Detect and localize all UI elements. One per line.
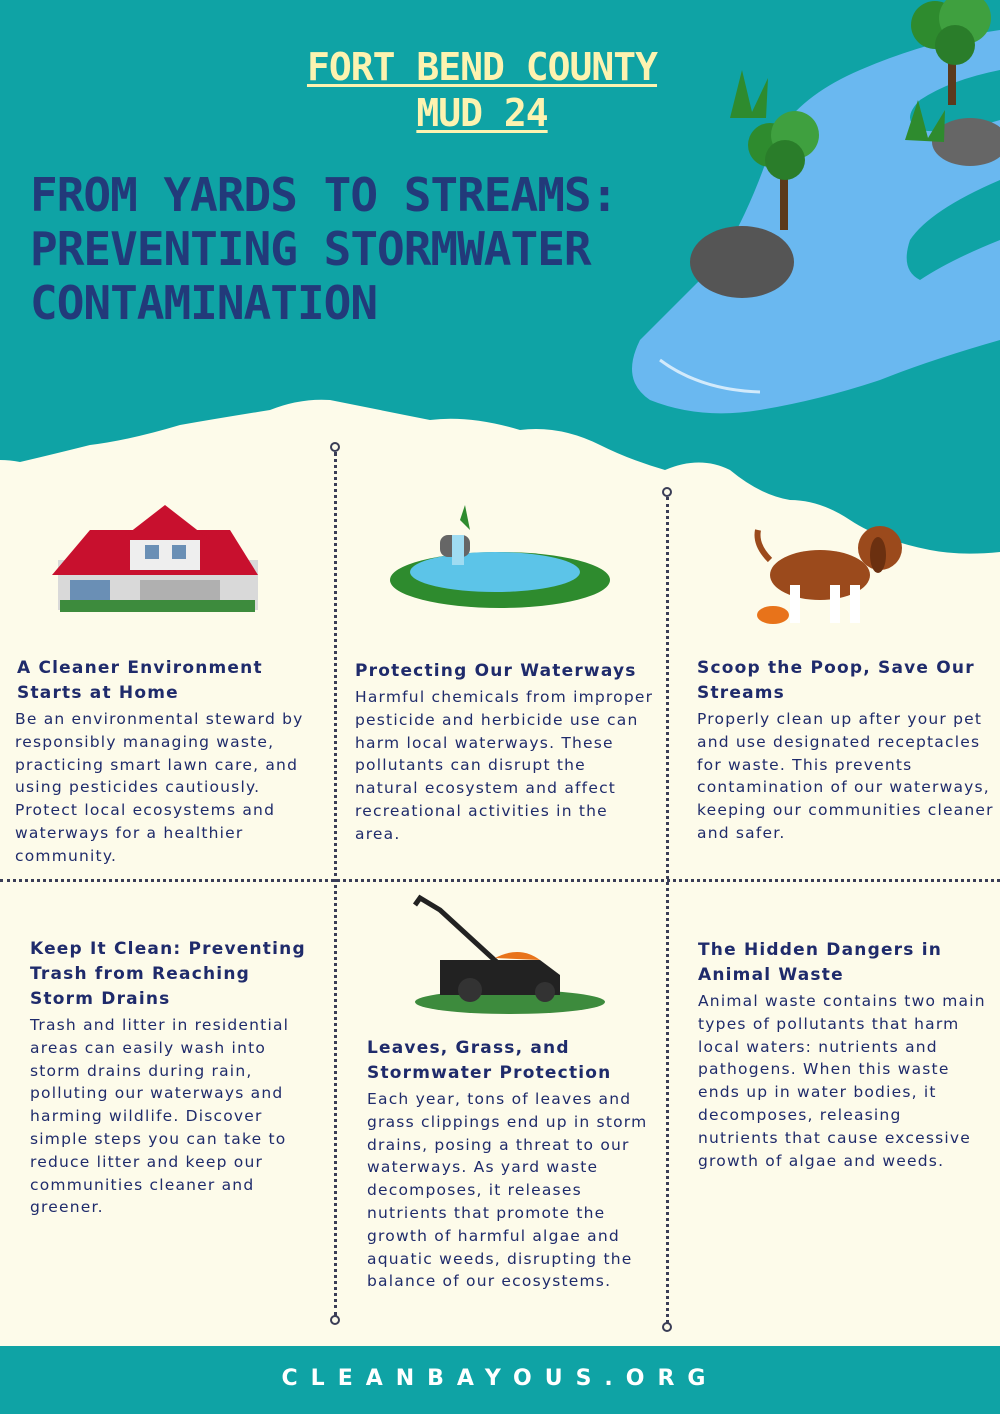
house-icon	[52, 505, 258, 612]
section-card-waterways	[355, 659, 655, 846]
section-title: Keep It Clean: Preventing Trash from Reaching Storm Drains	[30, 939, 306, 1009]
page-title	[30, 168, 670, 330]
section-body: Be an environmental steward by responsibly managing waste, practicing smart lawn care, and using pesticides cautiously. Protect local ecosystems and waterways for a healthier community.	[15, 710, 304, 865]
section-card-leaves	[367, 1036, 652, 1293]
vertical-divider	[334, 452, 337, 1316]
section-card-trash	[30, 937, 320, 1219]
page-title-line-2: PREVENTING STORMWATER	[30, 222, 591, 276]
page-title-line-1: FROM YARDS TO STREAMS:	[30, 168, 618, 222]
pond-icon	[390, 505, 610, 608]
page-title-line-3: CONTAMINATION	[30, 276, 378, 330]
footer-bar	[0, 1346, 1000, 1414]
vertical-divider	[666, 497, 669, 1323]
dog-icon	[757, 526, 902, 624]
section-body: Trash and litter in residential areas can easily wash into storm drains during rain, polluting our waterways and harming wildlife. Discover simple steps you can take to reduce litter and keep our communities cleaner and greener.	[30, 1016, 290, 1217]
section-body: Harmful chemicals from improper pesticide and herbicide use can harm local waterways. These pollutants can disrupt the natural ecosystem and affect recreational activities in the area.	[355, 688, 654, 843]
divider-cap	[330, 1315, 340, 1325]
divider-cap	[662, 487, 672, 497]
lawn-mower-icon	[415, 898, 605, 1014]
section-title: The Hidden Dangers in Animal Waste	[698, 940, 943, 985]
section-title: Scoop the Poop, Save Our Streams	[697, 658, 975, 703]
horizontal-divider	[0, 879, 1000, 882]
divider-cap	[330, 442, 340, 452]
section-body: Properly clean up after your pet and use designated receptacles for waste. This prevents contamination of our waterways, keeping our communities cleaner and safer.	[697, 710, 994, 842]
section-card-pet-waste	[697, 656, 997, 845]
section-body: Each year, tons of leaves and grass clippings end up in storm drains, posing a threat to our waterways. As yard waste decomposes, it releases nutrients that promote the growth of harmful algae and aquatic weeds, disrupting the balance of our ecosystems.	[367, 1090, 648, 1291]
rock-shape	[690, 226, 794, 298]
section-card-animal-waste	[698, 938, 988, 1172]
section-title: Protecting Our Waterways	[355, 661, 637, 681]
section-card-home	[15, 656, 315, 868]
section-title: Leaves, Grass, and Stormwater Protection	[367, 1038, 612, 1083]
organization-line-2: MUD 24	[416, 91, 548, 135]
website-link[interactable]: CLEANBAYOUS.ORG	[281, 1366, 719, 1391]
divider-cap	[662, 1322, 672, 1332]
organization-title	[290, 44, 674, 136]
organization-line-1: FORT BEND COUNTY	[306, 45, 658, 89]
section-title: A Cleaner Environment Starts at Home	[17, 658, 263, 703]
section-body: Animal waste contains two main types of pollutants that harm local waters: nutrients and pathogens. When this waste ends up in water bodies, it decomposes, releasing nutrients that cause excessive growth of algae and weeds.	[698, 992, 986, 1170]
